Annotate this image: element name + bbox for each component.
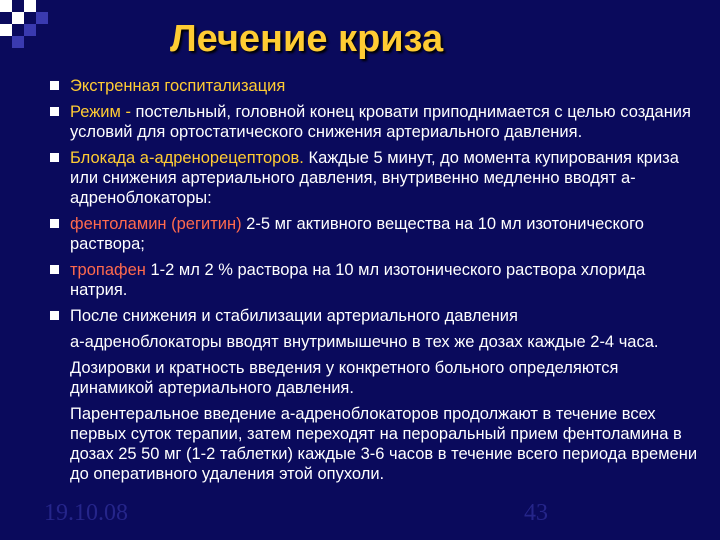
list-item (50, 76, 700, 96)
list-item (50, 148, 700, 208)
item-text: постельный, головной конец кровати приподнимается с целью создания условий для ортостатического снижения артериального давления. (70, 103, 691, 141)
square-bullet-icon (50, 219, 59, 228)
item-text: После снижения и стабилизации артериального давления (70, 307, 518, 325)
item-highlight: тропафен (70, 261, 146, 279)
square-bullet-icon (50, 81, 59, 90)
item-text: 2-5 мг активного вещества на 10 мл изотонического раствора; (70, 215, 644, 253)
footer-page-number: 43 (524, 500, 548, 526)
square-bullet-icon (50, 311, 59, 320)
list-item (50, 306, 700, 326)
list-item (50, 260, 700, 300)
paragraph: Парентеральное введение а-адреноблокаторов продолжают в течение всех первых суток терапии, затем переходят на пероральный прием фентоламина в дозах 25 50 мг (1-2 таблетки) каждые 3-6 часов в течение всего периода времени до оперативного удаления этой опухоли. (70, 405, 698, 483)
item-highlight: Экстренная госпитализация (70, 77, 286, 95)
item-text: 1-2 мл 2 % раствора на 10 мл изотонического раствора хлорида натрия. (70, 261, 646, 299)
square-bullet-icon (50, 153, 59, 162)
list-item (50, 214, 700, 254)
square-bullet-icon (50, 265, 59, 274)
paragraph: Дозировки и кратность введения у конкретного больного определяются динамикой артериального давления. (70, 359, 619, 397)
item-text: Каждые 5 минут, до момента купирования криза или снижения артериального давления, внутривенно медленно вводят а-адреноблокаторы: (70, 149, 679, 207)
list-item (50, 102, 700, 142)
square-bullet-icon (50, 107, 59, 116)
slide-title: Лечение криза (170, 18, 444, 60)
paragraph: а-адреноблокаторы вводят внутримышечно в тех же дозах каждые 2-4 часа. (70, 333, 659, 351)
footer-date: 19.10.08 (44, 500, 128, 526)
item-highlight: Режим - (70, 103, 136, 121)
item-highlight: фентоламин (регитин) (70, 215, 242, 233)
checker-decoration-icon (0, 0, 60, 60)
item-highlight: Блокада а-адренорецепторов. (70, 149, 304, 167)
slide-content (50, 76, 700, 490)
